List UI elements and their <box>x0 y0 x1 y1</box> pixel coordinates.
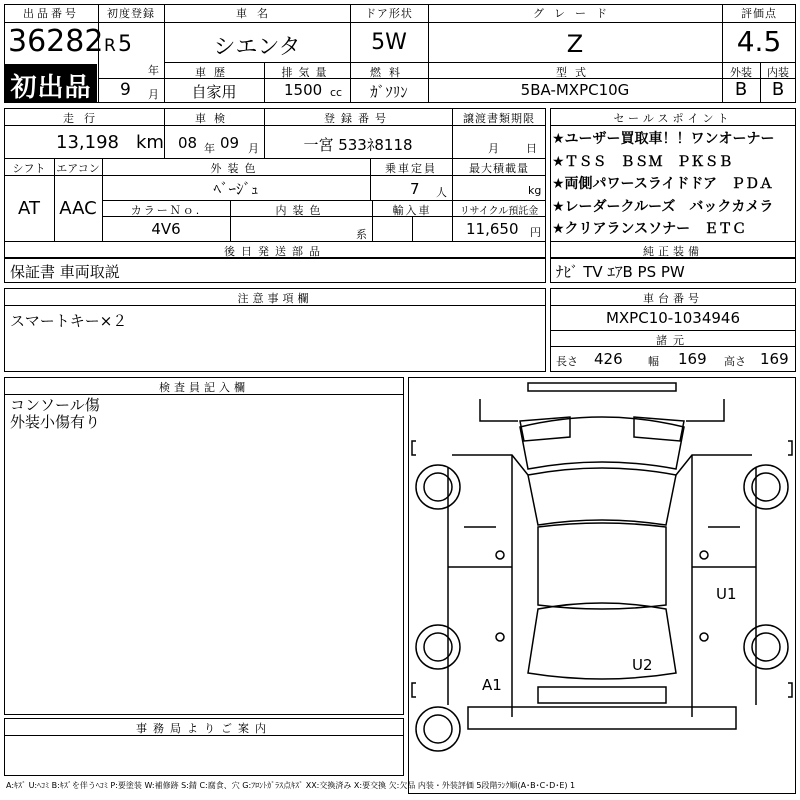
grade: Z <box>566 30 584 58</box>
inspection-year-unit: 年 <box>204 142 215 155</box>
interior-grade: B <box>771 79 785 100</box>
wheel-front-right <box>744 465 788 509</box>
grade-header: グレード <box>533 7 617 20</box>
lot-number: 36282 <box>8 24 104 59</box>
damage-mark-a1: A1 <box>482 676 502 694</box>
legend-footer: A:ｷｽﾞ U:ﾍｺﾐ B:ｷｽﾞを伴うﾍｺﾐ P:要塗装 W:補修跡 S:錆 C:腐食、穴 G:ﾌﾛﾝﾄｶﾞﾗｽ点ｷｽﾞ XX:交換済み X:要交換 欠:欠品 内装・外装評価 5段階ﾗﾝｸ順(A･B･C･D･E) 1 <box>6 781 576 790</box>
inspection-month-unit: 月 <box>248 142 259 155</box>
year-unit: 年 <box>148 64 159 77</box>
spare-wheel <box>416 707 460 751</box>
height-label: 高さ <box>724 355 746 368</box>
exterior-grade: B <box>734 79 748 100</box>
inspection-header: 車検 <box>195 112 233 125</box>
selling-point-item: ★ユーザー買取車！！ワンオーナー <box>552 131 775 147</box>
width-label: 幅 <box>648 355 659 368</box>
max-load-header: 最大積載量 <box>469 162 529 175</box>
aircon: AAC <box>59 198 97 219</box>
roof-outline <box>538 523 666 609</box>
lot-number-header: 出品番号 <box>23 7 79 20</box>
wheel-front-left <box>416 465 460 509</box>
later-items-header: 後日発送部品 <box>224 245 326 258</box>
wheel-rear-right <box>744 625 788 669</box>
damage-mark-u1: U1 <box>716 585 737 603</box>
notes-text: スマートキー×２ <box>10 312 128 330</box>
history-header: 車歴 <box>195 66 233 79</box>
month-unit: 月 <box>148 88 159 101</box>
shift-header: シフト <box>12 162 46 175</box>
cc-unit: cc <box>330 86 343 99</box>
windshield-outline <box>528 468 676 525</box>
int-color-header: 内装色 <box>275 204 327 217</box>
displacement-header: 排気量 <box>281 66 333 79</box>
recycle-fee: 11,650 <box>466 220 519 238</box>
rear-bumper-outline <box>468 707 736 729</box>
displacement: 1500 <box>284 81 323 99</box>
interior-header: 内装 <box>767 66 789 79</box>
inspection-year: 08 <box>178 134 198 152</box>
office-info-header: 事務局よりご案内 <box>136 722 272 735</box>
shift: AT <box>18 198 40 219</box>
genuine-equipment: ﾅﾋﾞ TV ｴｱB PS PW <box>556 263 685 281</box>
recycle-header: リサイクル預託金 <box>459 206 539 217</box>
model-code: 5BA-MXPC10G <box>520 81 630 99</box>
door-type: 5W <box>371 30 407 55</box>
mileage-unit: km <box>136 132 164 153</box>
inspector-header: 検査員記入欄 <box>159 381 249 394</box>
wheel-rear-left <box>416 625 460 669</box>
kg-unit: kg <box>528 184 542 197</box>
rear-glass-outline <box>528 603 676 679</box>
door-header: ドア形状 <box>365 7 413 20</box>
score: 4.5 <box>736 25 782 58</box>
first-reg-header: 初度登録 <box>107 7 155 20</box>
persons-unit: 人 <box>436 186 447 199</box>
chassis-number: MXPC10-1034946 <box>605 309 741 327</box>
inspector-note-2: 外装小傷有り <box>10 413 101 431</box>
selling-point-item: ★両側パワースライドドア ＰＤＡ <box>552 176 774 192</box>
selling-point-item: ★レーダークルーズ バックカメラ <box>552 198 774 215</box>
reg-no-header: 登録番号 <box>324 112 392 125</box>
fuel-header: 燃料 <box>370 66 408 79</box>
model-header: 型式 <box>556 66 594 79</box>
exterior-header: 外装 <box>730 66 752 79</box>
inspection-month: 09 <box>220 134 240 152</box>
aircon-header: エアコン <box>56 162 100 175</box>
selling-points-header: セールスポイント <box>613 112 733 125</box>
transfer-deadline-header: 譲渡書類期限 <box>463 112 535 125</box>
series-unit: 系 <box>356 228 367 241</box>
specs-header: 諸元 <box>656 334 690 347</box>
mileage-header: 走行 <box>63 112 105 125</box>
registration-number: 一宮 533ﾈ8118 <box>303 136 413 154</box>
capacity: 7 <box>410 180 420 198</box>
era: R <box>104 36 116 56</box>
genuine-equipment-header: 純正装備 <box>643 245 703 258</box>
car-name-header: 車名 <box>236 7 278 20</box>
import-header: 輸入車 <box>392 204 432 217</box>
chassis-header: 車台番号 <box>643 292 703 305</box>
reg-month: 9 <box>120 80 131 100</box>
exterior-color: ﾍﾞｰｼﾞｭ <box>213 180 259 198</box>
fuel: ｶﾞｿﾘﾝ <box>370 83 408 101</box>
reg-year: 5 <box>118 32 132 57</box>
car-name: シエンタ <box>213 35 301 60</box>
car-diagram <box>408 377 796 794</box>
capacity-header: 乗車定員 <box>385 162 437 175</box>
height: 169 <box>760 350 789 368</box>
hood-outline <box>520 417 684 469</box>
selling-point-item: ★クリアランスソナー ＥＴＣ <box>552 221 747 237</box>
length: 426 <box>594 350 623 368</box>
later-items: 保証書 車両取説 <box>10 263 120 281</box>
selling-point-item: ★ＴＳＳ ＢＳＭ ＰＫＳＢ <box>552 153 733 170</box>
first-listing-text: 初出品 <box>10 73 92 103</box>
damage-mark-u2: U2 <box>632 656 653 674</box>
score-header: 評価点 <box>741 7 777 20</box>
selling-points-list <box>552 128 796 241</box>
mileage: 13,198 <box>56 132 119 153</box>
deadline-month: 月 <box>488 142 499 155</box>
deadline-day: 日 <box>526 142 537 155</box>
history: 自家用 <box>191 83 237 101</box>
front-bumper-outline <box>528 383 676 391</box>
color-number: 4V6 <box>151 220 181 238</box>
notes-header: 注意事項欄 <box>237 292 313 305</box>
ext-color-header: 外装色 <box>210 162 262 175</box>
inspector-note-1: コンソール傷 <box>10 396 100 414</box>
length-label: 長さ <box>556 355 578 368</box>
width: 169 <box>678 350 707 368</box>
yen-unit: 円 <box>530 226 541 239</box>
color-no-header: カラーＮｏ. <box>130 204 202 217</box>
